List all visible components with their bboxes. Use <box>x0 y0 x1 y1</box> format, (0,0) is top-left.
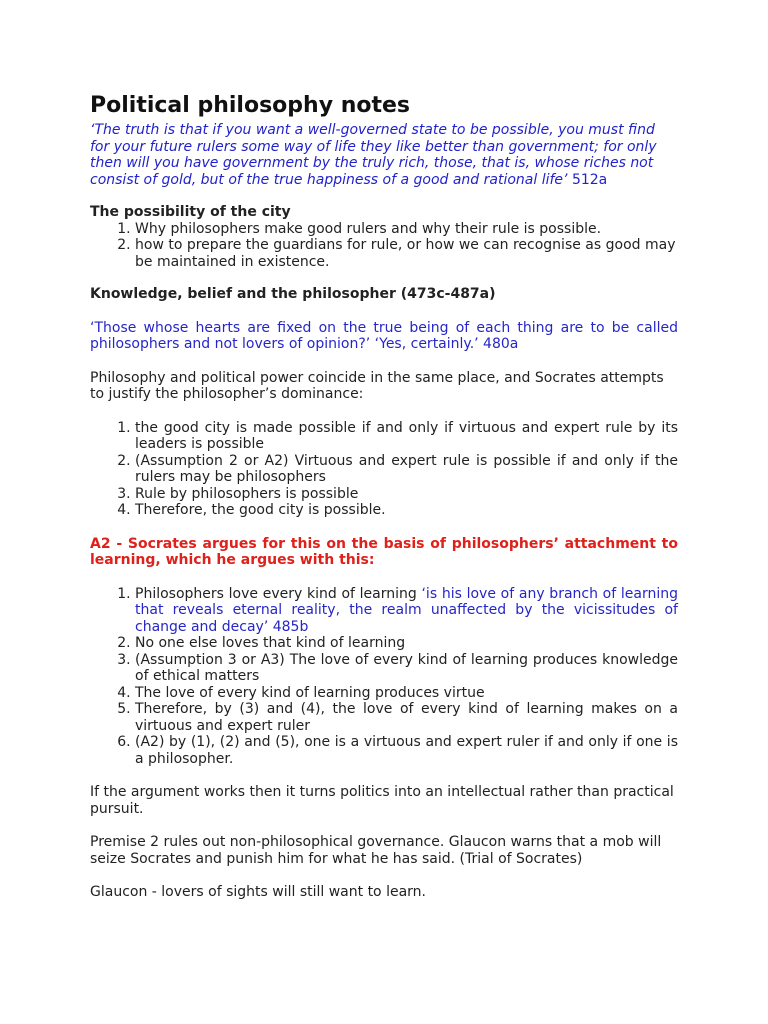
philosophers-quote: ‘Those whose hearts are fixed on the true being of each thing are to be called philosophers and not lovers of opinion?’ ‘Yes, certainly.’ 480a <box>90 319 678 352</box>
opening-quote-text: ‘The truth is that if you want a well-governed state to be possible, you must find for your future rulers some way of life they like better than government; for only then will you have government by the truly rich, those, that is, whose riches not consist of gold, but of the true happiness of a good and rational life’ <box>90 122 657 188</box>
intro-paragraph: Philosophy and political power coincide in the same place, and Socrates attempts to justify the philosopher’s dominance: <box>90 369 664 402</box>
list-item: 5. Therefore, by (3) and (4), the love of every kind of learning makes on a virtuous and expert ruler <box>135 701 678 734</box>
list-item: 2. (Assumption 2 or A2) Virtuous and expert rule is possible if and only if the rulers may be philosophers <box>135 453 678 486</box>
paragraph-premise-2: Premise 2 rules out non-philosophical governance. Glaucon warns that a mob will seize Socrates and punish him for what he has said. (Trial of Socrates) <box>90 834 662 867</box>
list-item: 2. how to prepare the guardians for rule, or how we can recognise as good may be maintained in existence. <box>135 237 678 270</box>
list-item <box>135 586 678 636</box>
list-item: 3. (Assumption 3 or A3) The love of every kind of learning produces knowledge of ethical matters <box>135 652 678 685</box>
list-item-text: Philosophers love every kind of learning <box>135 585 422 602</box>
page-title: Political philosophy notes <box>90 93 410 118</box>
section-heading-possibility: The possibility of the city <box>90 204 291 220</box>
list-item: 6. (A2) by (1), (2) and (5), one is a virtuous and expert ruler if and only if one is a philosopher. <box>135 734 678 767</box>
paragraph-argument-works: If the argument works then it turns politics into an intellectual rather than practical pursuit. <box>90 784 674 817</box>
opening-quote <box>90 122 678 188</box>
a2-heading: A2 - Socrates argues for this on the basis of philosophers’ attachment to learning, which he argues with this: <box>90 535 678 568</box>
opening-quote-ref: 512a <box>571 171 608 188</box>
list-item: 4. Therefore, the good city is possible. <box>135 502 678 519</box>
list-item: 4. The love of every kind of learning produces virtue <box>135 685 678 702</box>
list-item: 3. Rule by philosophers is possible <box>135 486 678 503</box>
a2-argument-list <box>90 586 678 768</box>
argument-list <box>90 420 678 519</box>
possibility-list <box>90 221 678 271</box>
section-heading-knowledge: Knowledge, belief and the philosopher (473c-487a) <box>90 286 496 302</box>
list-item: 1. the good city is made possible if and only if virtuous and expert rule by its leaders is possible <box>135 420 678 453</box>
list-item: 2. No one else loves that kind of learning <box>135 635 678 652</box>
learning-quote: ‘is his love of any branch of learning that reveals eternal reality, the realm unaffected by the vicissitudes of change and decay’ 485b <box>135 585 679 635</box>
list-item: 1. Why philosophers make good rulers and why their rule is possible. <box>135 221 678 238</box>
paragraph-glaucon: Glaucon - lovers of sights will still want to learn. <box>90 884 426 900</box>
